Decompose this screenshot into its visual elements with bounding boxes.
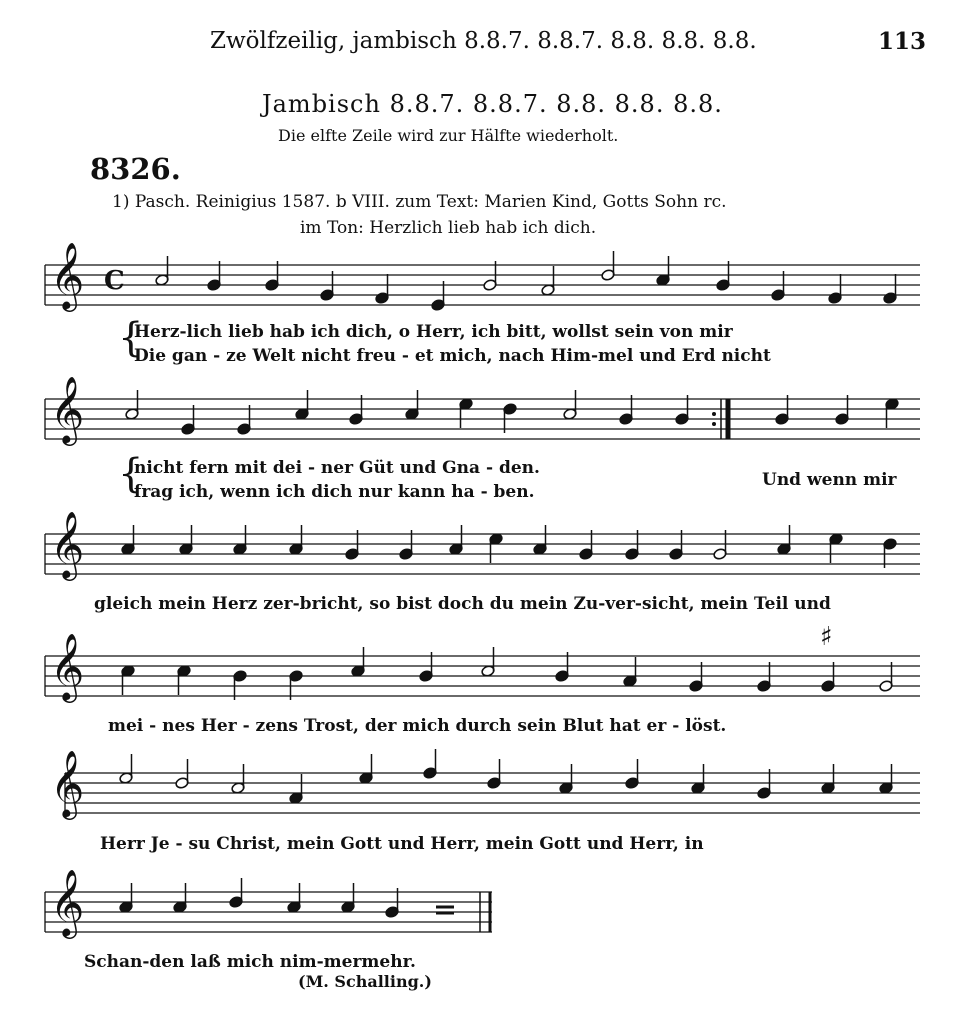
music-staff-6 — [40, 885, 500, 949]
music-staff-2 — [40, 392, 925, 456]
lyric-line: mei - nes Her - zens Trost, der mich durch sein Blut hat er - löst. — [108, 716, 727, 736]
lyric-line: Schan-den laß mich nim-mermehr. — [84, 952, 416, 972]
hymn-number: 8326. — [90, 152, 181, 186]
treble-clef-icon: 𝄞 — [50, 632, 85, 700]
treble-clef-icon: 𝄞 — [50, 868, 85, 936]
time-signature: C — [104, 266, 125, 296]
section-subheading: Die elfte Zeile wird zur Hälfte wiederholt. — [278, 126, 619, 145]
brace-icon: { — [118, 451, 144, 497]
lyric-line: gleich mein Herz zer-bricht, so bist doch du mein Zu-ver-sicht, mein Teil und — [94, 594, 831, 614]
staff-1-notes — [155, 251, 897, 311]
music-staff-5 — [60, 766, 925, 830]
music-staff-1 — [40, 258, 925, 322]
staff-3-notes — [121, 525, 897, 568]
staff-5-notes — [119, 749, 893, 804]
lyric-line: Herz-lich lieb hab ich dich, o Herr, ich bitt, wollst sein von mir — [134, 322, 733, 342]
section-heading: Jambisch 8.8.7. 8.8.7. 8.8. 8.8. 8.8. — [262, 90, 723, 118]
sharp-sign: ♯ — [820, 622, 833, 652]
lyric-line: Und wenn mir — [762, 470, 897, 490]
treble-clef-icon: 𝄞 — [50, 241, 85, 309]
staff-4-notes — [121, 647, 893, 700]
music-staff-3 — [40, 527, 925, 591]
lyric-line: Die gan - ze Welt nicht freu - et mich, nach Him-mel und Erd nicht — [134, 346, 771, 366]
lyric-line: frag ich, wenn ich dich nur kann ha - ben. — [134, 482, 535, 502]
hymn-credit: (M. Schalling.) — [298, 972, 432, 991]
treble-clef-icon: 𝄞 — [50, 749, 85, 817]
page-number: 113 — [878, 28, 927, 55]
lyric-line: Herr Je - su Christ, mein Gott und Herr, mein Gott und Herr, in — [100, 834, 704, 854]
hymn-source-line-2: im Ton: Herzlich lieb hab ich dich. — [300, 218, 597, 238]
hymn-source-line-1: 1) Pasch. Reinigius 1587. b VIII. zum Text: Marien Kind, Gotts Sohn rc. — [112, 192, 727, 212]
running-title: Zwölfzeilig, jambisch 8.8.7. 8.8.7. 8.8. 8.8. 8.8. — [210, 28, 757, 54]
lyric-line: nicht fern mit dei - ner Güt und Gna - den. — [134, 458, 540, 478]
brace-icon: { — [118, 315, 144, 361]
treble-clef-icon: 𝄞 — [50, 375, 85, 443]
music-staff-4 — [40, 649, 925, 713]
treble-clef-icon: 𝄞 — [50, 510, 85, 578]
